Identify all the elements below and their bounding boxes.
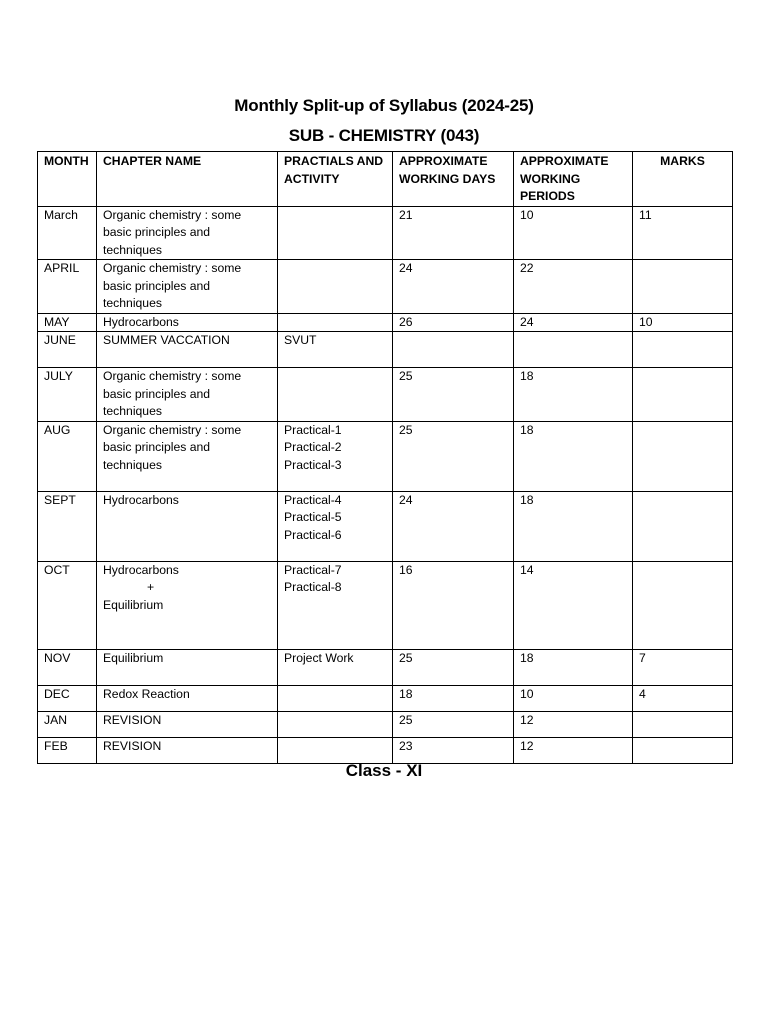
marks-cell	[633, 561, 733, 649]
practicals-cell	[278, 206, 393, 260]
table-row	[38, 421, 733, 491]
days-cell: 25	[393, 421, 514, 491]
days-cell: 21	[393, 206, 514, 260]
month-cell: March	[38, 206, 97, 260]
marks-cell	[633, 711, 733, 737]
month-cell: OCT	[38, 561, 97, 649]
days-cell: 25	[393, 711, 514, 737]
chapter-cell: Organic chemistry : some basic principles and techniques	[97, 206, 278, 260]
periods-cell: 22	[514, 260, 633, 314]
periods-cell: 18	[514, 491, 633, 561]
column-header-periods: APPROXIMATE WORKING PERIODS	[514, 152, 633, 207]
chapter-cell: REVISION	[97, 711, 278, 737]
periods-cell: 18	[514, 421, 633, 491]
class-label: Class - XI	[345, 761, 423, 780]
table-row	[38, 332, 733, 368]
marks-cell	[633, 421, 733, 491]
chapter-cell: SUMMER VACCATION	[97, 332, 278, 368]
table-row	[38, 737, 733, 763]
chapter-cell: Organic chemistry : some basic principles and techniques	[97, 260, 278, 314]
table-row	[38, 313, 733, 332]
chapter-cell: Equilibrium	[97, 649, 278, 685]
table-row	[38, 711, 733, 737]
periods-cell: 24	[514, 313, 633, 332]
days-cell: 26	[393, 313, 514, 332]
marks-cell	[633, 260, 733, 314]
chapter-cell: Organic chemistry : some basic principles and techniques	[97, 421, 278, 491]
month-cell: JAN	[38, 711, 97, 737]
periods-cell: 18	[514, 368, 633, 422]
page-title: Monthly Split-up of Syllabus (2024-25)	[234, 96, 534, 115]
periods-cell: 12	[514, 711, 633, 737]
marks-cell	[633, 368, 733, 422]
practicals-cell	[278, 685, 393, 711]
periods-cell: 18	[514, 649, 633, 685]
periods-cell: 12	[514, 737, 633, 763]
practicals-cell: Practical-1 Practical-2 Practical-3	[278, 421, 393, 491]
chapter-line: Equilibrium	[103, 597, 164, 612]
marks-cell: 7	[633, 649, 733, 685]
chapter-cell: Hydrocarbons	[97, 491, 278, 561]
marks-cell	[633, 737, 733, 763]
marks-cell	[633, 491, 733, 561]
chapter-cell: Redox Reaction	[97, 685, 278, 711]
marks-cell: 10	[633, 313, 733, 332]
table-header-row	[38, 152, 733, 207]
marks-cell	[633, 332, 733, 368]
month-cell: FEB	[38, 737, 97, 763]
practicals-cell: Practical-4 Practical-5 Practical-6	[278, 491, 393, 561]
chapter-cell: REVISION	[97, 737, 278, 763]
month-cell: DEC	[38, 685, 97, 711]
table-row	[38, 685, 733, 711]
days-cell: 18	[393, 685, 514, 711]
month-cell: JUNE	[38, 332, 97, 368]
chapter-cell	[97, 561, 278, 649]
column-header-practicals: PRACTIALS AND ACTIVITY	[278, 152, 393, 207]
column-header-marks: MARKS	[633, 152, 733, 207]
month-cell: AUG	[38, 421, 97, 491]
practicals-cell	[278, 737, 393, 763]
table-row	[38, 260, 733, 314]
practicals-cell	[278, 711, 393, 737]
subject-title: SUB - CHEMISTRY (043)	[288, 126, 480, 145]
chapter-line: Hydrocarbons	[103, 562, 179, 577]
periods-cell	[514, 332, 633, 368]
practicals-cell: Practical-7 Practical-8	[278, 561, 393, 649]
column-header-month: MONTH	[38, 152, 97, 207]
days-cell	[393, 332, 514, 368]
periods-cell: 10	[514, 206, 633, 260]
practicals-cell: Project Work	[278, 649, 393, 685]
periods-cell: 14	[514, 561, 633, 649]
month-cell: JULY	[38, 368, 97, 422]
practicals-cell	[278, 368, 393, 422]
month-cell: SEPT	[38, 491, 97, 561]
table-row	[38, 206, 733, 260]
month-cell: MAY	[38, 313, 97, 332]
table-row	[38, 561, 733, 649]
plus-sign: +	[147, 580, 155, 594]
column-header-chapter: CHAPTER NAME	[97, 152, 278, 207]
month-cell: APRIL	[38, 260, 97, 314]
periods-cell: 10	[514, 685, 633, 711]
table-row	[38, 368, 733, 422]
days-cell: 23	[393, 737, 514, 763]
table-row	[38, 491, 733, 561]
chapter-cell: Organic chemistry : some basic principles and techniques	[97, 368, 278, 422]
days-cell: 25	[393, 368, 514, 422]
month-cell: NOV	[38, 649, 97, 685]
marks-cell: 11	[633, 206, 733, 260]
chapter-cell: Hydrocarbons	[97, 313, 278, 332]
marks-cell: 4	[633, 685, 733, 711]
practicals-cell: SVUT	[278, 332, 393, 368]
practicals-cell	[278, 313, 393, 332]
days-cell: 16	[393, 561, 514, 649]
days-cell: 24	[393, 260, 514, 314]
days-cell: 24	[393, 491, 514, 561]
column-header-days: APPROXIMATE WORKING DAYS	[393, 152, 514, 207]
table-row	[38, 649, 733, 685]
practicals-cell	[278, 260, 393, 314]
syllabus-table	[37, 151, 733, 764]
days-cell: 25	[393, 649, 514, 685]
